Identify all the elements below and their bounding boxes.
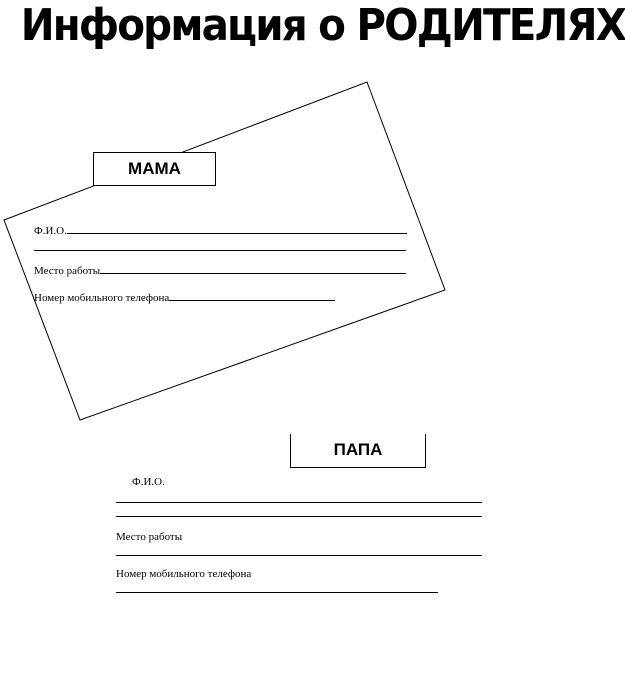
papa-form — [116, 476, 484, 593]
papa-work-label-row — [116, 531, 484, 543]
papa-phone-line[interactable] — [116, 582, 438, 593]
mama-label: МАМА — [128, 159, 181, 178]
mama-work-line[interactable] — [100, 264, 406, 274]
mama-fio-label: Ф.И.О. — [34, 225, 67, 237]
mama-label-box — [93, 152, 216, 186]
papa-phone-label: Номер мобильного телефона — [116, 568, 252, 580]
papa-fio-line-1[interactable] — [116, 492, 482, 503]
mama-form — [34, 224, 414, 304]
mama-fio-line-2[interactable] — [34, 240, 406, 251]
papa-label-box — [290, 434, 426, 468]
papa-fio-label: Ф.И.О. — [132, 476, 165, 488]
papa-phone-label-row — [116, 568, 484, 580]
mama-work-label: Место работы — [34, 265, 101, 277]
mama-phone-label: Номер мобильного телефона — [34, 292, 170, 304]
mama-phone-row — [34, 291, 414, 304]
mama-fio-row — [34, 224, 414, 237]
mama-fio-line-1[interactable] — [67, 224, 407, 234]
papa-fio-line-2[interactable] — [116, 506, 482, 517]
papa-fio-label-row — [116, 476, 484, 488]
papa-label: ПАПА — [333, 439, 383, 459]
mama-work-row — [34, 264, 414, 277]
page-title: Информация о РОДИТЕЛЯХ — [20, 0, 625, 51]
papa-work-label: Место работы — [116, 531, 183, 543]
papa-work-line[interactable] — [116, 545, 482, 556]
mama-phone-line[interactable] — [169, 291, 335, 301]
